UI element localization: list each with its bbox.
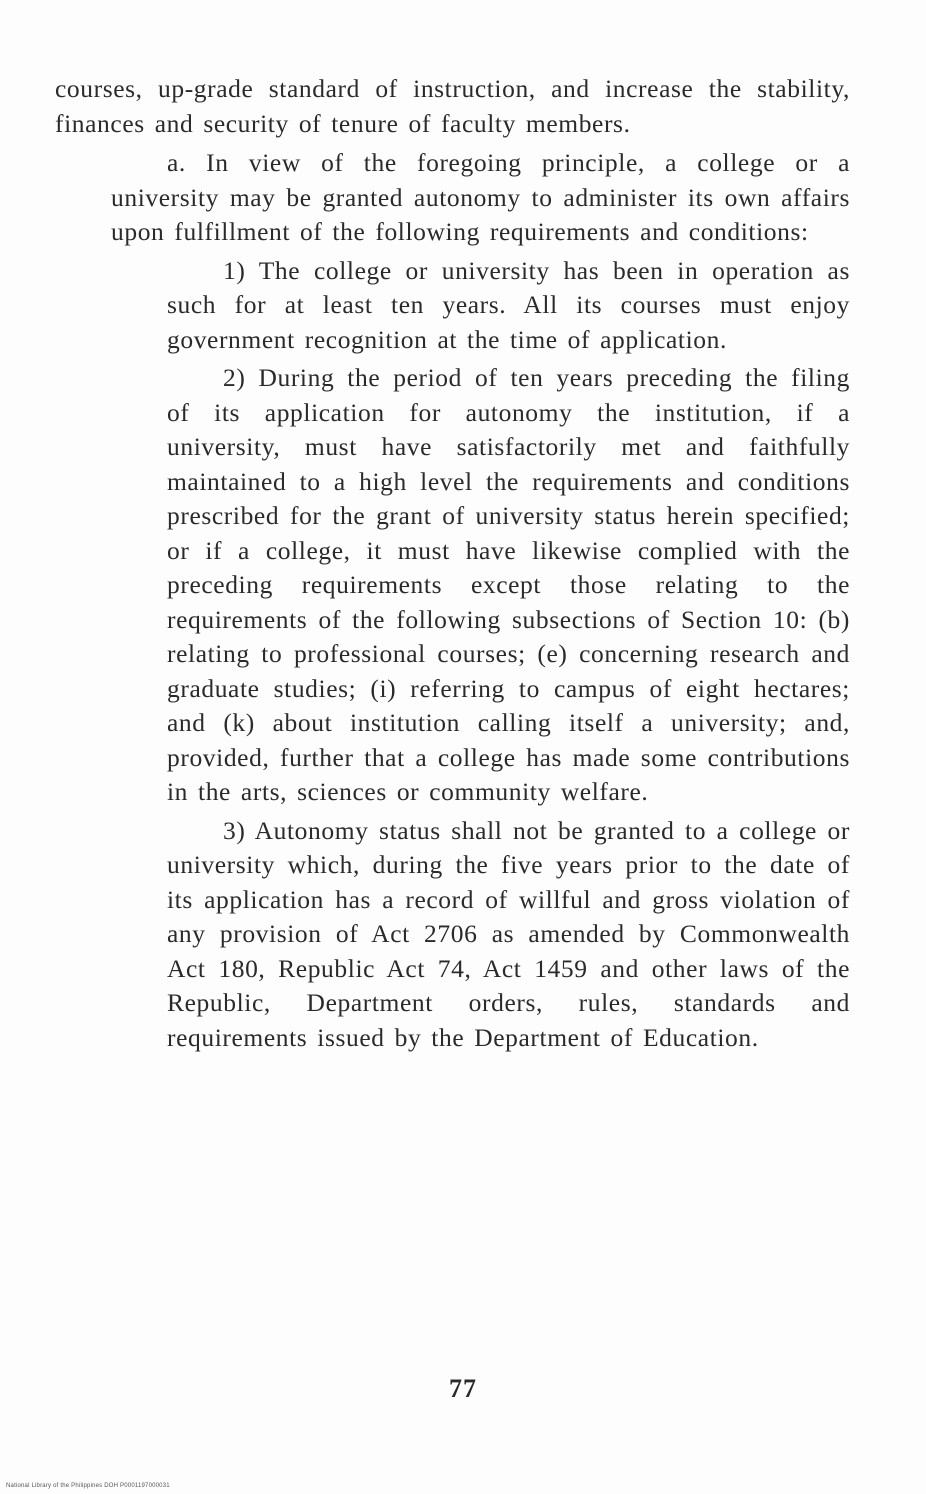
paragraph-item-2: 2) During the period of ten years preceding the filing of its application for autonomy the institution, if a university, must have satisfactorily met and faithfully maintained to a high level the requirements and conditions prescribed for the grant of university status herein specified; or if a college, it must have likewise complied with the preceding requirements except those relating to the requirements of the following subsections of Section 10: (b) relating to professional courses; (e) concerning research and graduate studies; (i) referring to campus of eight hectares; and (k) about institution calling itself a university; and, provided, further that a college has made some contributions in the arts, sciences or community welfare. (167, 363, 850, 806)
paragraph-item-3: 3) Autonomy status shall not be granted to a college or university which, during the five years prior to the date of its application has a record of willful and gross violation of any provision of Act 2706 as amended by Commonwealth Act 180, Republic Act 74, Act 1459 and other laws of the Republic, Department orders, rules, standards and requirements issued by the Department of Education. (167, 815, 850, 1052)
scan-footer-note: National Library of the Philippines DOH P0001197000031 (6, 1483, 170, 1489)
body-text (55, 72, 850, 1055)
paragraph-item-1: 1) The college or university has been in operation as such for at least ten years. All its courses must enjoy government recognition at the time of application. (167, 255, 850, 354)
paragraph-a: a. In view of the foregoing principle, a college or a university may be granted autonomy to administer its own affairs upon fulfillment of the following requirements and conditions: (111, 148, 850, 246)
paragraph-intro: courses, up-grade standard of instruction, and increase the stability, finances and security of tenure of faculty members. (55, 74, 850, 138)
page-number: 77 (449, 1374, 477, 1403)
